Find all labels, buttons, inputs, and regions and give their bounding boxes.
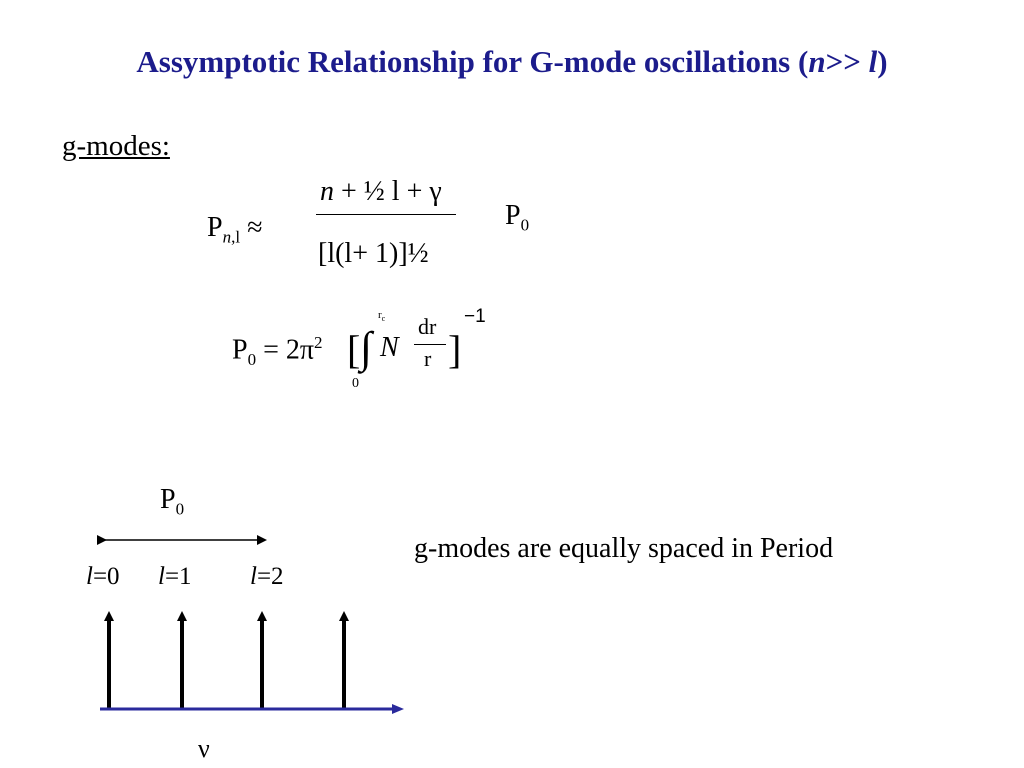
eq1-approx-sign: ≈: [247, 212, 263, 243]
eq2-frac-num: dr: [418, 314, 437, 339]
title-n: n: [808, 44, 826, 79]
spacing-statement: g-modes are equally spaced in Period: [414, 533, 834, 564]
eq2-integrand-n: N: [380, 332, 399, 363]
eq2-right-bracket: ]: [448, 327, 462, 372]
period-label-sub: 0: [175, 499, 185, 519]
label-l0-var: l: [86, 563, 93, 590]
eq1-factor-p: P: [505, 200, 521, 231]
eq2-upper-limit-r: r: [378, 309, 382, 321]
eq2-frac-den: r: [424, 346, 432, 371]
eq1-num-n: n: [320, 176, 334, 207]
title-suffix: ): [877, 44, 888, 79]
eq2-integral-sign: ∫: [360, 323, 373, 372]
axis-label-nu: ν: [198, 734, 210, 763]
eq1-num-rest: + ½ l + γ: [334, 176, 442, 207]
label-l0-val: =0: [92, 563, 120, 590]
label-l2-val: =2: [256, 563, 284, 590]
period-label-p: P: [160, 484, 176, 515]
label-l2-var: l: [250, 563, 257, 590]
eq1-lhs-sub-rest: ,l: [231, 227, 241, 247]
eq2-lhs-p: P: [232, 334, 248, 366]
eq1-lhs-sub-n: n: [222, 227, 232, 247]
eq2-pi: π: [299, 334, 315, 366]
eq1-factor-sub: 0: [520, 215, 530, 235]
eq1-denominator: [l(l+ 1)]½: [318, 238, 429, 269]
title-l: l: [868, 44, 878, 79]
eq2-equals-two: = 2: [256, 334, 300, 366]
section-label: g-modes:: [62, 130, 170, 162]
eq2-lhs-sub: 0: [247, 349, 257, 369]
label-l1-val: =1: [164, 563, 192, 590]
label-l1-var: l: [158, 563, 165, 590]
eq2-exponent: −1: [464, 306, 486, 327]
title-prefix: Assymptotic Relationship for G-mode oscillations (: [136, 44, 809, 79]
eq2-upper-limit-sub: c: [381, 314, 386, 324]
title-mid: >>: [825, 44, 869, 79]
eq2-pi-exponent: 2: [314, 333, 323, 352]
eq2-lower-limit: 0: [352, 376, 359, 391]
eq1-lhs-p: P: [207, 212, 223, 243]
eq2-left-bracket: [: [347, 327, 361, 372]
